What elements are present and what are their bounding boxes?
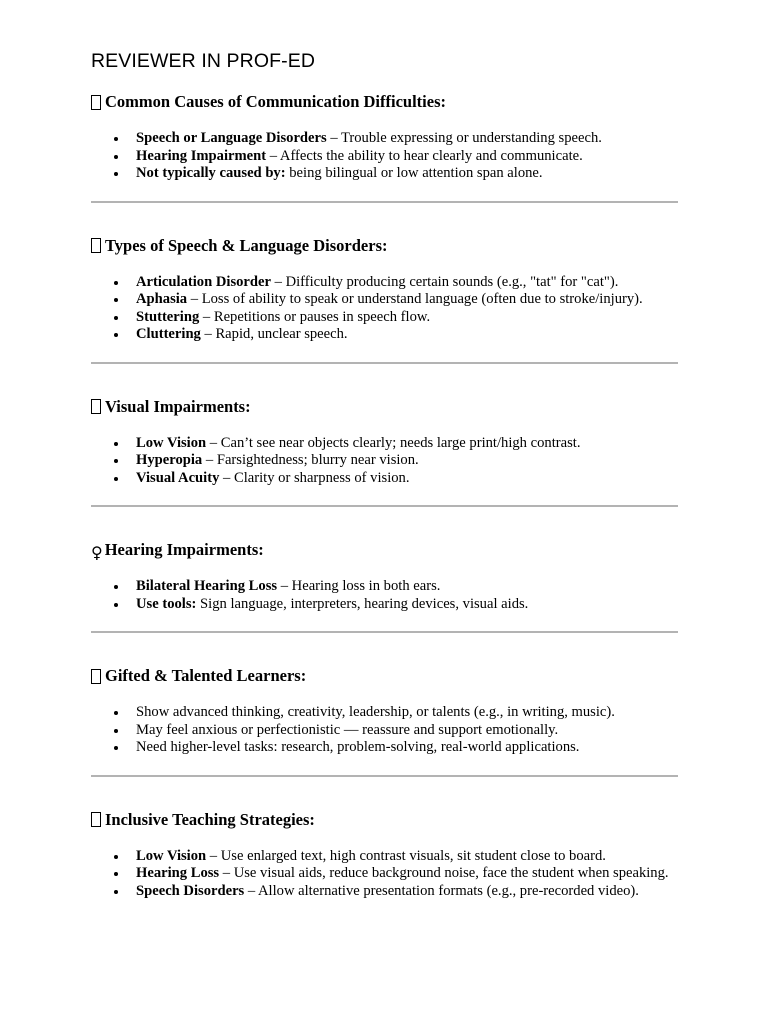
item-text: – Use visual aids, reduce background noise, face the student when speaking.: [219, 865, 669, 881]
item-term: Aphasia: [136, 291, 188, 307]
section-divider: [91, 631, 678, 633]
section-heading-text: Inclusive Teaching Strategies:: [105, 809, 315, 829]
item-text: – Difficulty producing certain sounds (e.g., "tat" for "cat").: [270, 273, 619, 290]
section-heading-text: Gifted & Talented Learners:: [105, 666, 307, 685]
list-item: [91, 291, 678, 309]
list-item: [91, 470, 678, 488]
item-text: – Rapid, unclear speech.: [200, 326, 348, 342]
item-term: Speech Disorders: [136, 882, 245, 899]
section-divider: [91, 362, 678, 364]
list-item: [91, 148, 678, 166]
item-text: – Repetitions or pauses in speech flow.: [199, 308, 431, 325]
section-heading: [91, 666, 678, 686]
section-divider: [91, 201, 678, 203]
item-text: – Affects the ability to hear clearly and communicate.: [266, 147, 583, 164]
list-item: [91, 578, 678, 596]
missing-glyph-icon: [91, 399, 101, 414]
section-heading-text: Types of Speech & Language Disorders:: [105, 235, 388, 255]
item-term: Articulation Disorder: [136, 273, 271, 290]
item-term: Visual Acuity: [136, 469, 220, 486]
list-item: [91, 883, 678, 901]
item-term: Hyperopia: [136, 452, 203, 468]
item-text: – Loss of ability to speak or understand language (often due to stroke/injury).: [187, 291, 643, 307]
item-text: – Farsightedness; blurry near vision.: [202, 452, 419, 468]
item-text: – Can’t see near objects clearly; needs large print/high contrast.: [206, 434, 581, 451]
item-text: Show advanced thinking, creativity, leadership, or talents (e.g., in writing, music).: [136, 704, 615, 720]
list-item: [91, 309, 678, 327]
list-item: [91, 739, 678, 757]
list-item: [91, 596, 678, 614]
section-heading: [91, 236, 678, 256]
item-text: being bilingual or low attention span alone.: [285, 165, 543, 181]
list-item: [91, 704, 678, 722]
section-heading: [91, 810, 678, 830]
missing-glyph-icon: [91, 669, 101, 684]
bullet-list: [91, 130, 678, 183]
document-page: [91, 46, 678, 900]
item-term: Low Vision: [136, 847, 207, 864]
item-text: – Hearing loss in both ears.: [277, 578, 441, 594]
list-item: [91, 452, 678, 470]
section-speech-disorders: [91, 236, 678, 344]
page-title: REVIEWER IN PROF-ED: [91, 50, 315, 72]
item-term: Hearing Loss: [136, 865, 220, 881]
item-term: Bilateral Hearing Loss: [136, 578, 278, 594]
section-heading: [91, 540, 678, 560]
item-text: – Allow alternative presentation formats (e.g., pre-recorded video).: [244, 882, 639, 899]
item-text: – Use enlarged text, high contrast visuals, sit student close to board.: [206, 847, 606, 864]
item-text: – Clarity or sharpness of vision.: [219, 469, 410, 486]
section-communication-causes: [91, 92, 678, 183]
list-item: [91, 130, 678, 148]
section-visual-impairments: [91, 397, 678, 488]
list-item: [91, 722, 678, 740]
item-text: – Trouble expressing or understanding speech.: [326, 130, 602, 146]
section-heading: [91, 92, 678, 112]
item-term: Low Vision: [136, 434, 207, 451]
list-item: [91, 865, 678, 883]
section-divider: [91, 775, 678, 777]
section-heading-text: Common Causes of Communication Difficulties:: [105, 92, 446, 111]
item-term: Not typically caused by:: [136, 165, 286, 181]
list-item: [91, 848, 678, 866]
item-term: Cluttering: [136, 326, 201, 342]
item-text: Need higher-level tasks: research, problem-solving, real-world applications.: [136, 739, 580, 755]
bullet-list: [91, 578, 678, 613]
female-sign-icon: ♀: [91, 542, 103, 562]
section-divider: [91, 505, 678, 507]
item-term: Use tools:: [136, 595, 197, 612]
bullet-list: [91, 435, 678, 488]
item-text: May feel anxious or perfectionistic — reassure and support emotionally.: [136, 721, 559, 738]
section-heading-text: Hearing Impairments:: [104, 540, 264, 559]
list-item: [91, 435, 678, 453]
section-heading: [91, 397, 678, 417]
list-item: [91, 326, 678, 344]
section-gifted-learners: [91, 666, 678, 757]
missing-glyph-icon: [91, 95, 101, 110]
section-inclusive-strategies: [91, 810, 678, 901]
missing-glyph-icon: [91, 812, 101, 827]
bullet-list: [91, 274, 678, 344]
bullet-list: [91, 848, 678, 901]
missing-glyph-icon: [91, 238, 101, 253]
bullet-list: [91, 704, 678, 757]
item-term: Hearing Impairment: [136, 147, 267, 164]
item-term: Stuttering: [136, 308, 200, 325]
list-item: [91, 274, 678, 292]
item-text: Sign language, interpreters, hearing devices, visual aids.: [196, 595, 529, 612]
section-hearing-impairments: [91, 540, 678, 613]
list-item: [91, 165, 678, 183]
item-term: Speech or Language Disorders: [136, 130, 327, 146]
section-heading-text: Visual Impairments:: [105, 396, 251, 416]
